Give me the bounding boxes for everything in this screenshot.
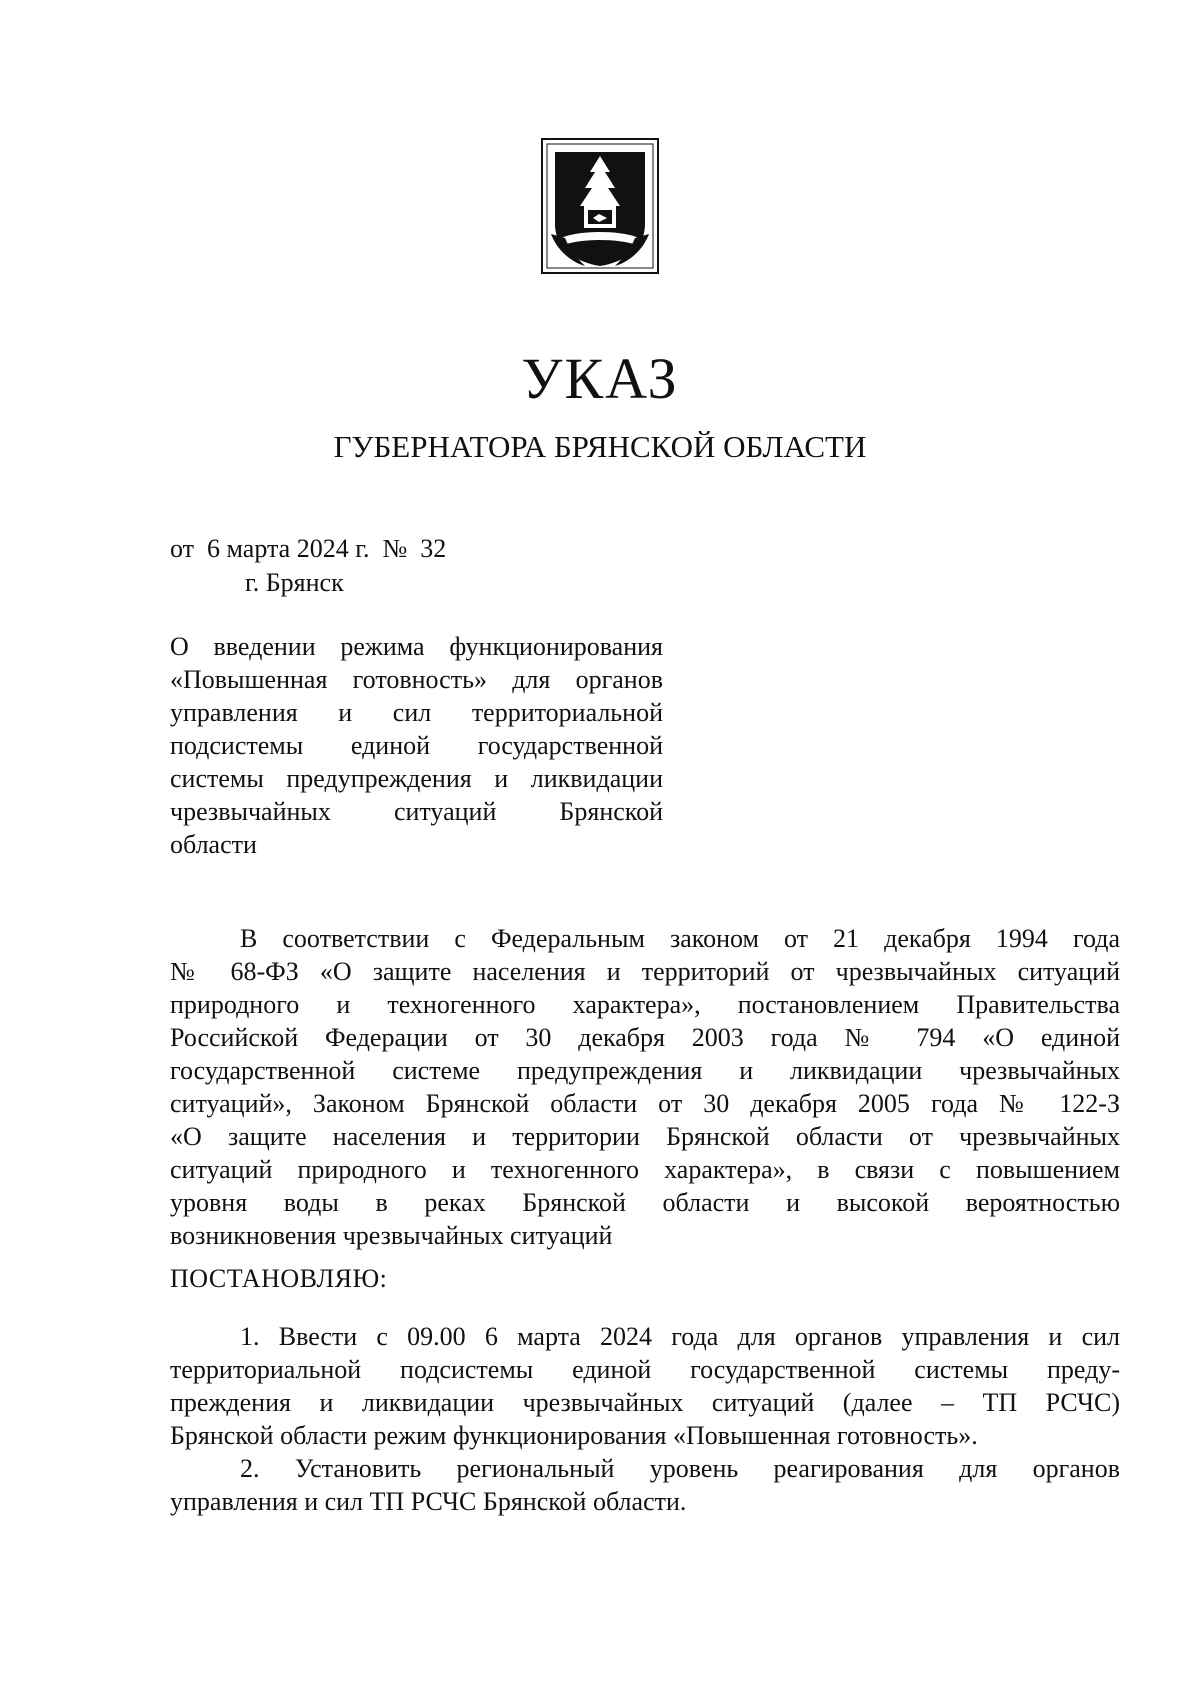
preamble-line: природного и техногенного характера», постановлением Правительства — [170, 990, 1120, 1019]
document-heading — [170, 630, 663, 861]
decree-word: ПОСТАНОВЛЯЮ: — [170, 1264, 388, 1293]
document-title: УКАЗ — [521, 346, 679, 411]
item-line: 2. Установить региональный уровень реагирования для органов — [240, 1454, 1120, 1483]
heading-line: подсистемы единой государственной — [170, 731, 663, 760]
preamble-line: «О защите населения и территории Брянской области от чрезвычайных — [170, 1122, 1120, 1151]
item-line: управления и сил ТП РСЧС Брянской области. — [170, 1487, 687, 1516]
item-line: 1. Ввести с 09.00 6 марта 2024 года для органов управления и сил — [240, 1322, 1120, 1351]
document-city: г. Брянск — [245, 568, 344, 597]
document-subtitle: ГУБЕРНАТОРА БРЯНСКОЙ ОБЛАСТИ — [333, 429, 867, 464]
preamble-line: возникновения чрезвычайных ситуаций — [170, 1221, 613, 1250]
item-line: преждения и ликвидации чрезвычайных ситуаций (далее – ТП РСЧС) — [170, 1388, 1120, 1417]
decree-items — [170, 1320, 1120, 1518]
preamble-paragraph — [170, 922, 1120, 1252]
document-date-number: от 6 марта 2024 г. № 32 — [170, 534, 447, 563]
heading-line: управления и сил территориальной — [170, 698, 663, 727]
preamble-line: Российской Федерации от 30 декабря 2003 года № 794 «О единой — [170, 1023, 1120, 1052]
heading-line: О введении режима функционирования — [170, 632, 663, 661]
heading-line: «Повышенная готовность» для органов — [170, 665, 663, 694]
preamble-line: уровня воды в реках Брянской области и высокой вероятностью — [170, 1188, 1120, 1217]
heading-line: системы предупреждения и ликвидации — [170, 764, 663, 793]
item-line: Брянской области режим функционирования «Повышенная готовность». — [170, 1421, 978, 1450]
heading-line: чрезвычайных ситуаций Брянской — [170, 797, 663, 826]
coat-of-arms-icon — [541, 138, 659, 274]
preamble-line: В соответствии с Федеральным законом от 21 декабря 1994 года — [240, 924, 1120, 953]
item-line: территориальной подсистемы единой государственной системы преду- — [170, 1355, 1120, 1384]
preamble-line: государственной системе предупреждения и ликвидации чрезвычайных — [170, 1056, 1120, 1085]
preamble-line: ситуаций природного и техногенного характера», в связи с повышением — [170, 1155, 1120, 1184]
preamble-line: № 68-ФЗ «О защите населения и территорий от чрезвычайных ситуаций — [170, 957, 1120, 986]
heading-line: области — [170, 830, 257, 859]
preamble-line: ситуаций», Законом Брянской области от 30 декабря 2005 года № 122-З — [170, 1089, 1120, 1118]
